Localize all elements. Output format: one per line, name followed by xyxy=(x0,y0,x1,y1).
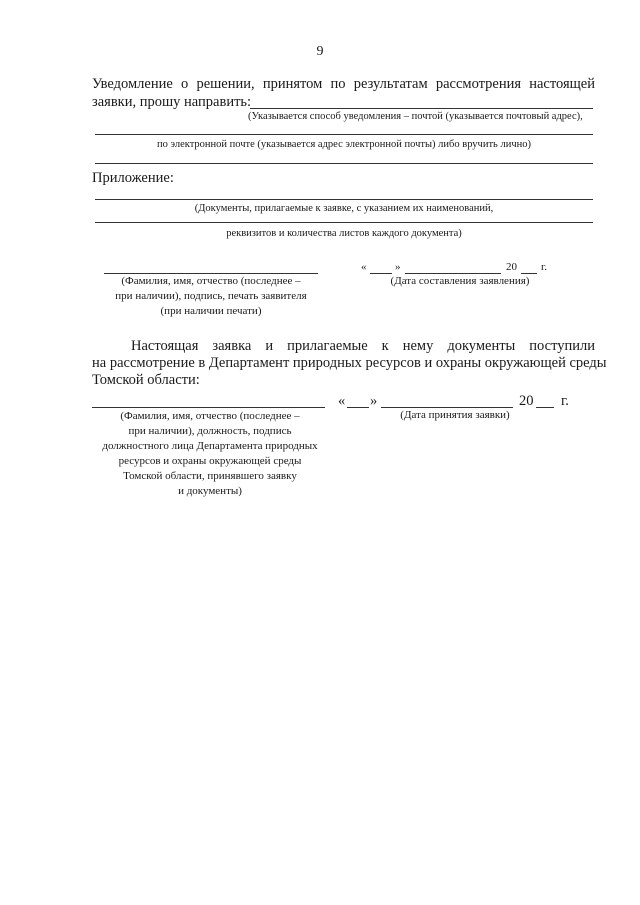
acceptance-year-suffix: г. xyxy=(561,393,569,409)
application-year-prefix: 20 xyxy=(506,261,517,273)
application-year-field[interactable] xyxy=(521,273,537,274)
acceptance-day-field[interactable] xyxy=(347,407,369,408)
official-caption-line4: ресурсов и охраны окружающей среды xyxy=(118,455,302,467)
official-caption-line2: при наличии), должность, подпись xyxy=(128,425,292,437)
official-caption-line5: Томской области, принявшего заявку xyxy=(123,470,297,482)
notification-method-field-3[interactable] xyxy=(95,163,593,164)
applicant-caption-line1: (Фамилия, имя, отчество (последнее – xyxy=(121,275,301,287)
receipt-text-line3: Томской области: xyxy=(92,372,200,388)
attachment-field-1[interactable] xyxy=(95,199,593,200)
applicant-signature-field[interactable] xyxy=(104,273,318,274)
official-caption xyxy=(80,409,340,499)
application-day-field[interactable] xyxy=(370,273,392,274)
acceptance-date-caption: (Дата принятия заявки) xyxy=(400,409,510,421)
page-number: 9 xyxy=(316,44,324,59)
acceptance-month-field[interactable] xyxy=(381,407,513,408)
official-caption-line1: (Фамилия, имя, отчество (последнее – xyxy=(120,410,300,422)
application-month-field[interactable] xyxy=(405,273,501,274)
application-date-caption: (Дата составления заявления) xyxy=(390,275,530,287)
applicant-caption-line2: при наличии), подпись, печать заявителя xyxy=(115,290,307,302)
notification-method-field-2[interactable] xyxy=(95,134,593,135)
notification-hint-line2: по электронной почте (указывается адрес электронной почты) либо вручить лично) xyxy=(157,139,531,150)
notification-method-field[interactable] xyxy=(250,108,593,109)
attachment-label: Приложение: xyxy=(92,170,174,186)
official-signature-field[interactable] xyxy=(92,407,325,408)
attachment-hint-line1: (Документы, прилагаемые к заявке, с указанием их наименований, xyxy=(194,203,494,214)
attachment-field-2[interactable] xyxy=(95,222,593,223)
receipt-text-line2: на рассмотрение в Департамент природных ресурсов и охраны окружающей среды xyxy=(92,355,607,371)
attachment-hint-line2: реквизитов и количества листов каждого документа) xyxy=(226,228,462,239)
acceptance-year-prefix: 20 xyxy=(519,393,534,409)
notification-text-line1: Уведомление о решении, принятом по результатам рассмотрения настоящей xyxy=(92,76,595,92)
receipt-text-line1: Настоящая заявка и прилагаемые к нему документы поступили xyxy=(131,338,595,354)
applicant-caption-line3: (при наличии печати) xyxy=(160,305,262,317)
acceptance-date-open-quote: « xyxy=(338,393,346,409)
application-year-suffix: г. xyxy=(541,261,548,273)
application-date-open-quote: « xyxy=(361,261,367,273)
notification-text-line2: заявки, прошу направить: xyxy=(92,94,252,110)
application-date-close-quote: » xyxy=(395,261,401,273)
official-caption-line6: и документы) xyxy=(178,485,242,497)
acceptance-date-close-quote: » xyxy=(370,393,378,409)
official-caption-line3: должностного лица Департамента природных xyxy=(102,440,318,452)
notification-hint-line1: (Указывается способ уведомления – почтой (указывается почтовый адрес), xyxy=(248,111,583,122)
acceptance-year-field[interactable] xyxy=(536,407,554,408)
